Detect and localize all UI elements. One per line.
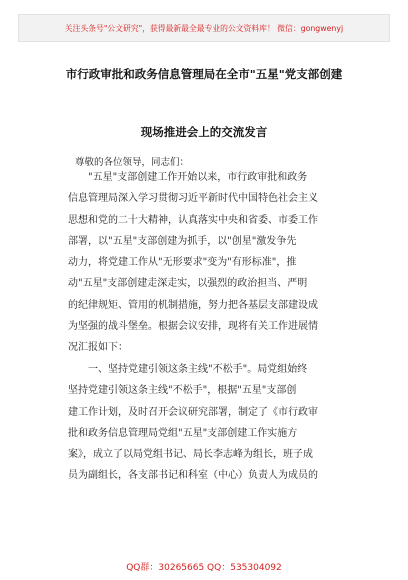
paragraph-line: 思想和党的二十大精神，认真落实中央和省委、市委工作 <box>68 214 318 226</box>
paragraph-line: "五星"支部创建工作开始以来，市行政审批和政务 <box>88 172 308 183</box>
footer-contact: QQ群：30265665 QQ：535304092 <box>126 563 282 573</box>
paragraph-line: 为坚强的战斗堡垒。根据会议安排，现将有关工作进展情 <box>68 321 318 333</box>
paragraph-line: 案》，成立了以局党组书记、局长李志峰为组长，班子成 <box>68 449 313 461</box>
paragraph-line: 部署，以"五星"支部创建为抓手，以"创星"激发争先 <box>68 235 297 247</box>
header-banner <box>18 14 390 42</box>
paragraph-line: 员为副组长，各支部书记和科室（中心）负责人为成员的 <box>68 470 318 482</box>
paragraph-line: 批和政务信息管理局党组"五星"支部创建工作实施方 <box>68 427 298 439</box>
paragraph-line: 信息管理局深入学习贯彻习近平新时代中国特色社会主义 <box>68 193 318 205</box>
paragraph-section-one <box>68 359 344 487</box>
document-title-line-2: 现场推进会上的交流发言 <box>140 125 268 139</box>
paragraph-line: 动力，将党建工作从"无形要求"变为"有形标准"，推 <box>68 257 297 269</box>
paragraph-line: 动"五星"支部创建走深走实，以强烈的政治担当、严明 <box>68 278 308 290</box>
document-title-line-1: 市行政审批和政务信息管理局在全市"五星"党支部创建 <box>65 67 343 81</box>
paragraph-intro <box>68 167 344 359</box>
greeting: 尊敬的各位领导，同志们： <box>75 157 190 168</box>
paragraph-line: 一、坚持党建引领这条主线"不松手"。局党组始终 <box>88 364 308 375</box>
header-banner-text: 关注头条号"公文研究"，获得最新最全最专业的公文资料库！ 微信：gongwenyj <box>64 23 344 33</box>
paragraph-line: 建工作计划，及时召开会议研究部署，制定了《市行政审 <box>68 406 318 418</box>
paragraph-line: 坚持党建引领这条主线"不松手"，根据"五星"支部创 <box>68 385 297 397</box>
paragraph-line: 的纪律规矩、管用的机制措施，努力把各基层支部建设成 <box>68 299 318 311</box>
paragraph-line: 况汇报如下： <box>68 342 128 354</box>
